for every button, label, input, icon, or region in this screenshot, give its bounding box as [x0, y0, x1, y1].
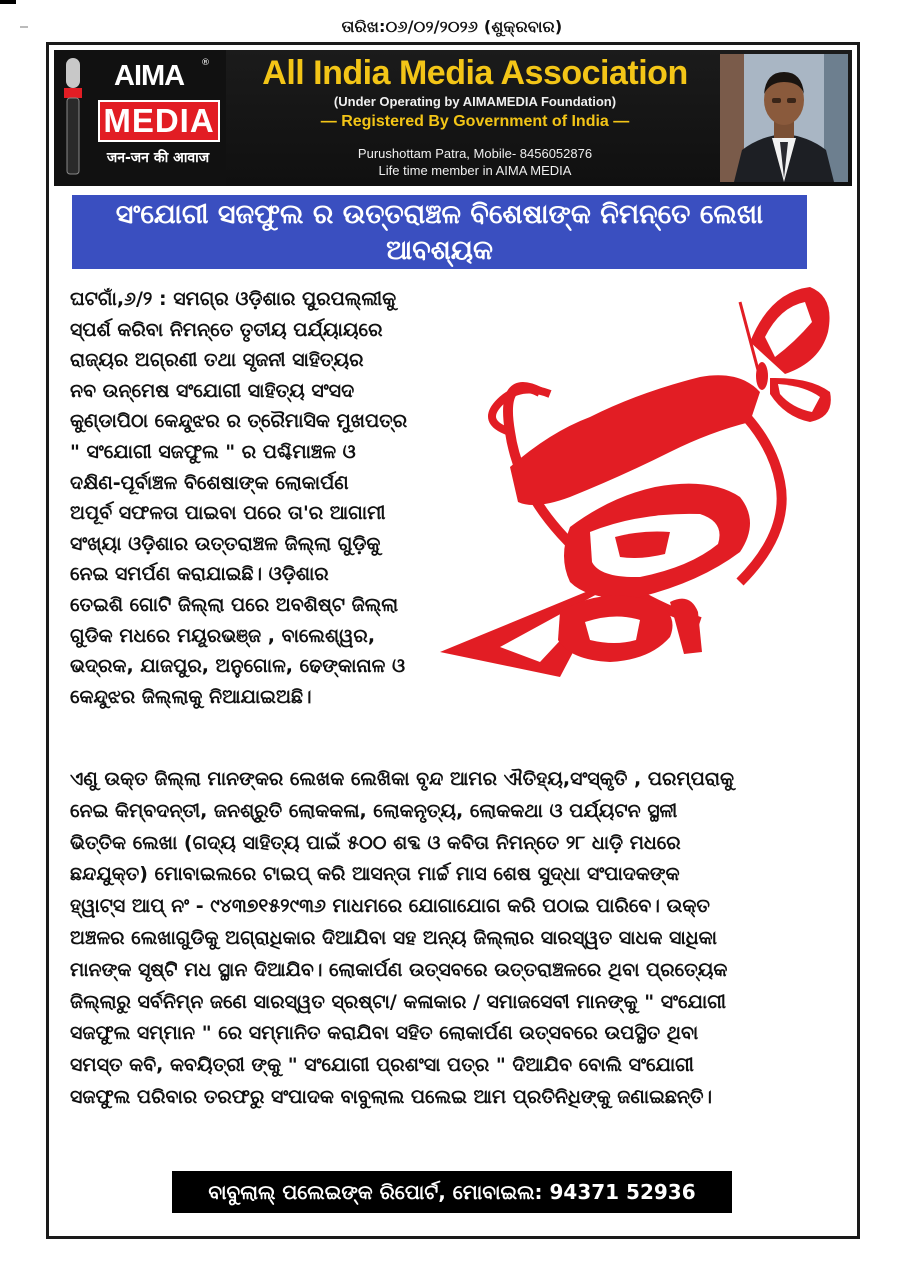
corner-mark: [0, 0, 16, 4]
lead-line: ଭଦ୍ରକ, ଯାଜପୁର, ଅନୁଗୋଳ, ଢେଙ୍କାନାଳ ଓ: [70, 655, 406, 678]
member-line: Life time member in AIMA MEDIA: [378, 163, 572, 178]
lead-line: କେନ୍ଦୁଝର ଜିଲ୍ଲାକୁ ନିଆଯାଇଅଛି।: [70, 685, 312, 708]
lead-line: ଦକ୍ଷିଣ-ପୂର୍ବାଞ୍ଚଳ ବିଶେଷାଙ୍କ ଲୋକାର୍ପଣ: [70, 471, 349, 494]
body-line: ମାନଙ୍କ ସୃଷ୍ଟି ମଧ ସ୍ଥାନ ଦିଆଯିବ। ଲୋକାର୍ପଣ ଉତ୍ସବରେ ଉତ୍ତରାଞ୍ଚଳରେ ଥିବା ପ୍ରତ୍ୟେକ: [70, 958, 728, 981]
lead-line: ରାଜ୍ୟର ଅଗ୍ରଣୀ ତଥା ସୃଜନୀ ସାହିତ୍ୟର: [70, 349, 364, 372]
association-title: All India Media Association: [262, 54, 688, 92]
lead-line: ସଂଖ୍ୟା ଓଡ଼ିଶାର ଉତ୍ତରାଞ୍ଚଳ ଜିଲ୍ଲା ଗୁଡ଼ିକୁ: [70, 532, 381, 555]
registered-mark: ®: [201, 58, 210, 68]
lead-line: କୁଣ୍ଡାପିଠା କେନ୍ଦୁଝର ର ତ୍ରୈମାସିକ ମୁଖପତ୍ର: [70, 410, 408, 433]
lead-line: " ସଂଯୋଗୀ ସଜଫୁଲ " ର ପଶ୍ଚିମାଞ୍ଚଳ ଓ: [70, 440, 356, 463]
body-line: ନେଇ କିମ୍ବଦନ୍ତୀ, ଜନଶ୍ରୁତି ଲୋକକଳା, ଲୋକନୃତ୍ୟ, ଲୋକକଥା ଓ ପର୍ଯ୍ୟଟନ ସ୍ଥଳୀ: [70, 799, 678, 822]
microphone-icon: [62, 58, 84, 178]
body-paragraph: [70, 764, 840, 1114]
body-line: ହ୍ୱାଟ୍ସ ଆପ୍ ନଂ - ୯୪୩୭୧୫୨୯୩୬ ମାଧମରେ ଯୋଗାଯୋଗ କରି ପଠାଇ ପାରିବେ। ଉକ୍ତ: [70, 895, 710, 918]
lead-line: ସ୍ପର୍ଶ କରିବା ନିମନ୍ତେ ତୃତୀୟ ପର୍ଯ୍ୟାୟରେ: [70, 318, 383, 341]
registration-line: — Registered By Government of India —: [320, 113, 630, 130]
headline: ସଂଯୋଗୀ ସଜଫୁଲ ର ଉତ୍ତରାଞ୍ଚଳ ବିଶେଷାଙ୍କ ନିମନ୍ତେ ଲେଖା ଆବଶ୍ୟକ: [72, 195, 807, 269]
lead-line: ଅପୂର୍ବ ସଫଳତା ପାଇବା ପରେ ତା'ର ଆଗାମୀ: [70, 502, 386, 525]
body-line: ଏଣୁ ଉକ୍ତ ଜିଲ୍ଲା ମାନଙ୍କର ଲେଖକ ଲେଖିକା ବୃନ୍ଦ ଆମର ଐତିହ୍ୟ,ସଂସ୍କୃତି , ପରମ୍ପରାକୁ: [70, 768, 735, 790]
person-icon: [720, 54, 848, 182]
body-line: ଭିତ୍ତିକ ଲେଖା (ଗଦ୍ୟ ସାହିତ୍ୟ ପାଇଁ ୫୦୦ ଶବ୍ଦ ଓ କବିତା ନିମନ୍ତେ ୨୮ ଧାଡ଼ି ମଧରେ: [70, 831, 681, 854]
logo-tagline: जन-जन की आवाज: [106, 150, 210, 166]
date-line: ତାରିଖ:୦୬/୦୨/୨୦୨୬ (ଶୁକ୍ରବାର): [341, 17, 563, 36]
reporter-photo: [720, 54, 848, 182]
aima-logo: [54, 50, 226, 186]
lead-line: ତେଇଶି ଗୋଟି ଜିଲ୍ଲା ପରେ ଅବଶିଷ୍ଟ ଜିଲ୍ଲା: [70, 593, 399, 616]
lead-line: ନବ ଉନ୍ମେଷ ସଂଯୋଗୀ ସାହିତ୍ୟ ସଂସଦ: [70, 379, 355, 402]
lead-paragraph: [70, 284, 450, 712]
aima-banner: [54, 50, 852, 186]
body-line: ଜିଲ୍ଲାରୁ ସର୍ବନିମ୍ନ ଜଣେ ସାରସ୍ୱତ ସ୍ରଷ୍ଟା/ କଳାକାର / ସମାଜସେବୀ ମାନଙ୍କୁ " ସଂଯୋଗୀ: [70, 990, 726, 1013]
sajaphula-logo: [440, 282, 840, 702]
lead-line: ଘଟଗାଁ,୬/୨ : ସମଗ୍ର ଓଡ଼ିଶାର ପୁରପଲ୍ଲୀକୁ: [70, 288, 397, 310]
contact-line: Purushottam Patra, Mobile- 8456052876: [357, 146, 593, 161]
association-subtitle: (Under Operating by AIMAMEDIA Foundation): [333, 94, 617, 109]
media-wordmark: MEDIA: [98, 100, 220, 142]
lead-line: ଗୁଡିକ ମଧରେ ମୟୂରଭଞ୍ଜ , ବାଲେଶ୍ୱର,: [70, 624, 376, 647]
aima-wordmark: AIMA: [114, 60, 185, 92]
contact-block: [232, 145, 718, 179]
body-line: ଅଞ୍ଚଳର ଲେଖାଗୁଡିକୁ ଅଗ୍ରାଧିକାର ଦିଆଯିବା ସହ ଅନ୍ୟ ଜିଲ୍ଲାର ସାରସ୍ୱତ ସାଧକ ସାଧିକା: [70, 926, 717, 949]
body-line: ସଜଫୁଲ ସମ୍ମାନ " ରେ ସମ୍ମାନିତ କରାଯିବା ସହିତ ଲୋକାର୍ପଣ ଉତ୍ସବରେ ଉପସ୍ଥିତ ଥିବା: [70, 1022, 699, 1045]
body-line: ସମସ୍ତ କବି, କବୟିତ୍ରୀ ଙ୍କୁ " ସଂଯୋଗୀ ପ୍ରଶଂସା ପତ୍ର " ଦିଆଯିବ ବୋଲି ସଂଯୋଗୀ: [70, 1054, 694, 1077]
body-line: ସଜଫୁଲ ପରିବାର ତରଫରୁ ସଂପାଦକ ବାବୁଲାଲ ପଲେଇ ଆମ ପ୍ରତିନିଧିଙ୍କୁ ଜଣାଇଛନ୍ତି।: [70, 1085, 713, 1108]
reporter-byline: ବାବୁଲାଲ୍ ପଲେଇଙ୍କ ରିପୋର୍ଟ, ମୋବାଇଲ: 94371 52936: [172, 1171, 732, 1213]
body-line: ଛନ୍ଦଯୁକ୍ତ) ମୋବାଇଲରେ ଟାଇପ୍ କରି ଆସନ୍ତା ମାର୍ଚ୍ଚ ମାସ ଶେଷ ସୁଦ୍ଧା ସଂପାଦକଙ୍କ: [70, 863, 680, 886]
lead-line: ନେଇ ସମର୍ପଣ କରାଯାଇଛି। ଓଡ଼ିଶାର: [70, 563, 329, 586]
